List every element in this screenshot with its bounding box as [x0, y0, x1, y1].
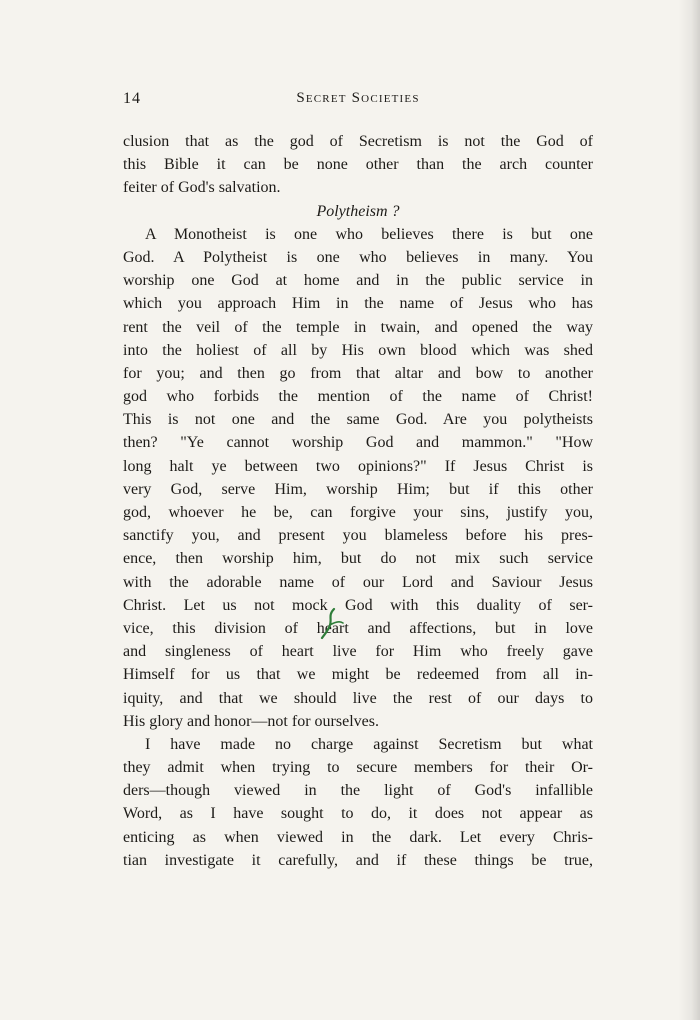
text-line: worship one God at home and in the public service in	[123, 272, 593, 290]
text-line: clusion that as the god of Secretism is not the God of	[123, 133, 593, 150]
text-line: god, whoever he be, can forgive your sins, justify you,	[123, 504, 593, 521]
text-line: ence, then worship him, but do not mix such service	[123, 550, 593, 568]
text-line: for you; and then go from that altar and bow to another	[123, 364, 593, 382]
text-line: which you approach Him in the name of Jesus who has	[123, 295, 593, 313]
text-line: This is not one and the same God. Are you polytheists	[123, 411, 593, 429]
body-text	[123, 130, 593, 872]
text-line: Himself for us that we might be redeemed from all in-	[123, 666, 593, 684]
text-line: tian investigate it carefully, and if these things be true,	[123, 851, 593, 869]
text-line: god who forbids the mention of the name of Christ!	[123, 388, 593, 406]
section-subheading: Polytheism ?	[316, 202, 400, 220]
text-line: and singleness of heart live for Him who freely gave	[123, 643, 593, 661]
text-line: A Monotheist is one who believes there is but one	[145, 225, 593, 243]
text-line: long halt ye between two opinions?" If Jesus Christ is	[123, 457, 593, 475]
text-line: His glory and honor—not for ourselves.	[123, 712, 379, 730]
green-ink-mark	[318, 605, 348, 641]
text-line: with the adorable name of our Lord and Saviour Jesus	[123, 573, 593, 591]
text-line: ders—though viewed in the light of God's infallible	[123, 782, 593, 800]
text-line: then? "Ye cannot worship God and mammon." "How	[123, 434, 593, 452]
text-line: Christ. Let us not mock God with this duality of ser-	[123, 596, 593, 614]
text-line: Word, as I have sought to do, it does not appear as	[123, 805, 593, 823]
text-line: rent the veil of the temple in twain, and opened the way	[123, 318, 593, 336]
text-line: iquity, and that we should live the rest of our days to	[123, 689, 593, 707]
page-edge-shadow	[678, 0, 700, 1020]
page-number: 14	[123, 90, 141, 107]
text-line: vice, this division of heart and affections, but in love	[123, 619, 593, 637]
text-line: God. A Polytheist is one who believes in many. You	[123, 248, 593, 266]
page-header	[123, 90, 593, 112]
text-line: enticing as when viewed in the dark. Let every Chris-	[123, 828, 593, 846]
text-line: feiter of God's salvation.	[123, 179, 281, 197]
running-title: Secret Societies	[296, 90, 420, 106]
text-line: I have made no charge against Secretism but what	[145, 735, 593, 753]
text-line: sanctify you, and present you blameless before his pres-	[123, 527, 593, 545]
text-line: very God, serve Him, worship Him; but if this other	[123, 480, 593, 498]
text-line: they admit when trying to secure members for their Or-	[123, 759, 593, 777]
text-line: into the holiest of all by His own blood which was shed	[123, 341, 593, 359]
text-line: this Bible it can be none other than the arch counter	[123, 156, 593, 174]
